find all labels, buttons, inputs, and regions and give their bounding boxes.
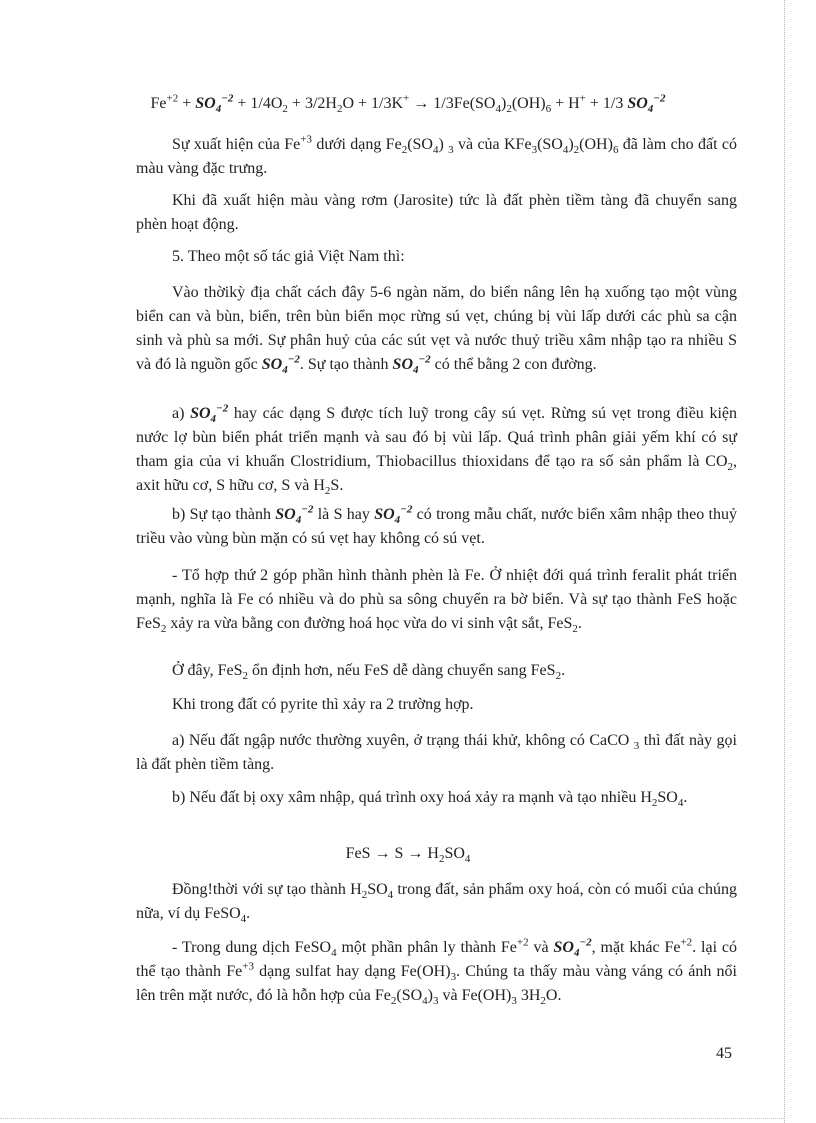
paragraph-3: 5. Theo một số tác giả Việt Nam thì:	[172, 248, 405, 265]
page-number: 45	[716, 1045, 732, 1062]
paragraph-10: a) Nếu đất ngập nước thường xuyên, ở trạng thái khử, không có CaCO $_3$ thì đất này gọi là đất phèn tiềm tàng.	[136, 732, 738, 773]
paragraph-9: Khi trong đất có pyrite thì xảy ra 2 trường hợp.	[172, 696, 474, 713]
page-border-bottom	[0, 1118, 784, 1119]
paragraph-5: a) $SO_4^{-2}$ hay các dạng S được tích luỹ trong cây sú vẹt. Rừng sú vẹt trong điều kiện nước lợ bùn biển phát triển mạnh và sau đó bị vùi lấp. Quá trình phân giải yếm khí có sự tham gia của vi khuẩn Clostridium, Thiobacillus thioxidans để tạo ra số sản phẩm là $CO_2$, axit hữu cơ, S hữu cơ, S và $H_2S$.	[136, 402, 737, 498]
equation-jarosite: $Fe^{+2} + SO_4^{-2} + 1/4O_2 + 3/2H_2O + 1/3K^+ \to 1/3Fe(SO_4)_2(OH)_6 + H^+ + 1/3$ $SO_4^{-2}$	[150, 92, 666, 116]
paragraph-12: Đồng!thời với sự tạo thành $H_2SO_4$ trong đất, sản phẩm oxy hoá, còn có muối của chúng nữa, ví dụ FeSO$_4$.	[136, 881, 738, 926]
paragraph-4: Vào thờikỳ địa chất cách đây 5-6 ngàn năm, do biển nâng lên hạ xuống tạo một vùng biển can và bùn, biển, trên bùn biển mọc rừng sú vẹt, chúng bị vùi lấp dưới các phù sa cận sinh và phù sa mới. Sự phân huỷ của các sút vẹt và nước thuỷ triều xâm nhập tạo ra nhiều S và đó là nguồn gốc $SO_4^{-2}$. Sự tạo thành $SO_4^{-2}$ có thể bằng 2 con đường.	[136, 284, 737, 377]
paragraph-13: - Trong dung dịch FeSO$_4$ một phần phân ly thành $Fe^{+2}$ và $SO_4^{-2}$, mặt khác $Fe^{+2}$. lại có thể tạo thành $Fe^{+3}$ dạng sulfat hay dạng $Fe(OH)_3$. Chúng ta thấy màu vàng váng có ánh nổi lên trên mặt nước, đó là hỗn hợp của $Fe_2(SO_4)_3$ và $Fe(OH)_3$ $3H_2O$.	[136, 936, 738, 1008]
equation-oxidation: FeS → $S \to H_2SO_4$	[345, 845, 471, 866]
paragraph-2: Khi đã xuất hiện màu vàng rơm (Jarosite) tức là đất phèn tiềm tàng đã chuyển sang phèn hoạt động.	[136, 192, 737, 233]
paragraph-6: b) Sự tạo thành $SO_4^{-2}$ là S hay $SO_4^{-2}$ có trong mẫu chất, nước biển xâm nhập theo thuỷ triều vào vùng bùn mặn có sú vẹt hay không có sú vẹt.	[136, 503, 738, 547]
page-border-right	[784, 0, 785, 1123]
paragraph-8: Ở đây, FeS$_2$ ổn định hơn, nếu FeS dễ dàng chuyển sang FeS$_2$.	[172, 662, 566, 683]
paragraph-7: - Tổ hợp thứ 2 góp phần hình thành phèn là Fe. Ở nhiệt đới quá trình feralit phát triển mạnh, nghĩa là Fe có nhiều và do phù sa sông chuyển ra bờ biển. Và sự tạo thành FeS hoặc FeS$_2$ xảy ra vừa bằng con đường hoá học vừa do vi sinh vật sắt, FeS$_2$.	[136, 567, 737, 636]
paragraph-11: b) Nếu đất bị oxy xâm nhập, quá trình oxy hoá xảy ra mạnh và tạo nhiều $H_2SO_4$.	[172, 789, 688, 810]
paragraph-1: Sự xuất hiện của $Fe^{+3}$ dưới dạng $Fe_2(SO_4)$ $_3$ và của $KFe_3(SO_4)_2(OH)_6$ đã làm cho đất có màu vàng đặc trưng.	[136, 133, 738, 177]
